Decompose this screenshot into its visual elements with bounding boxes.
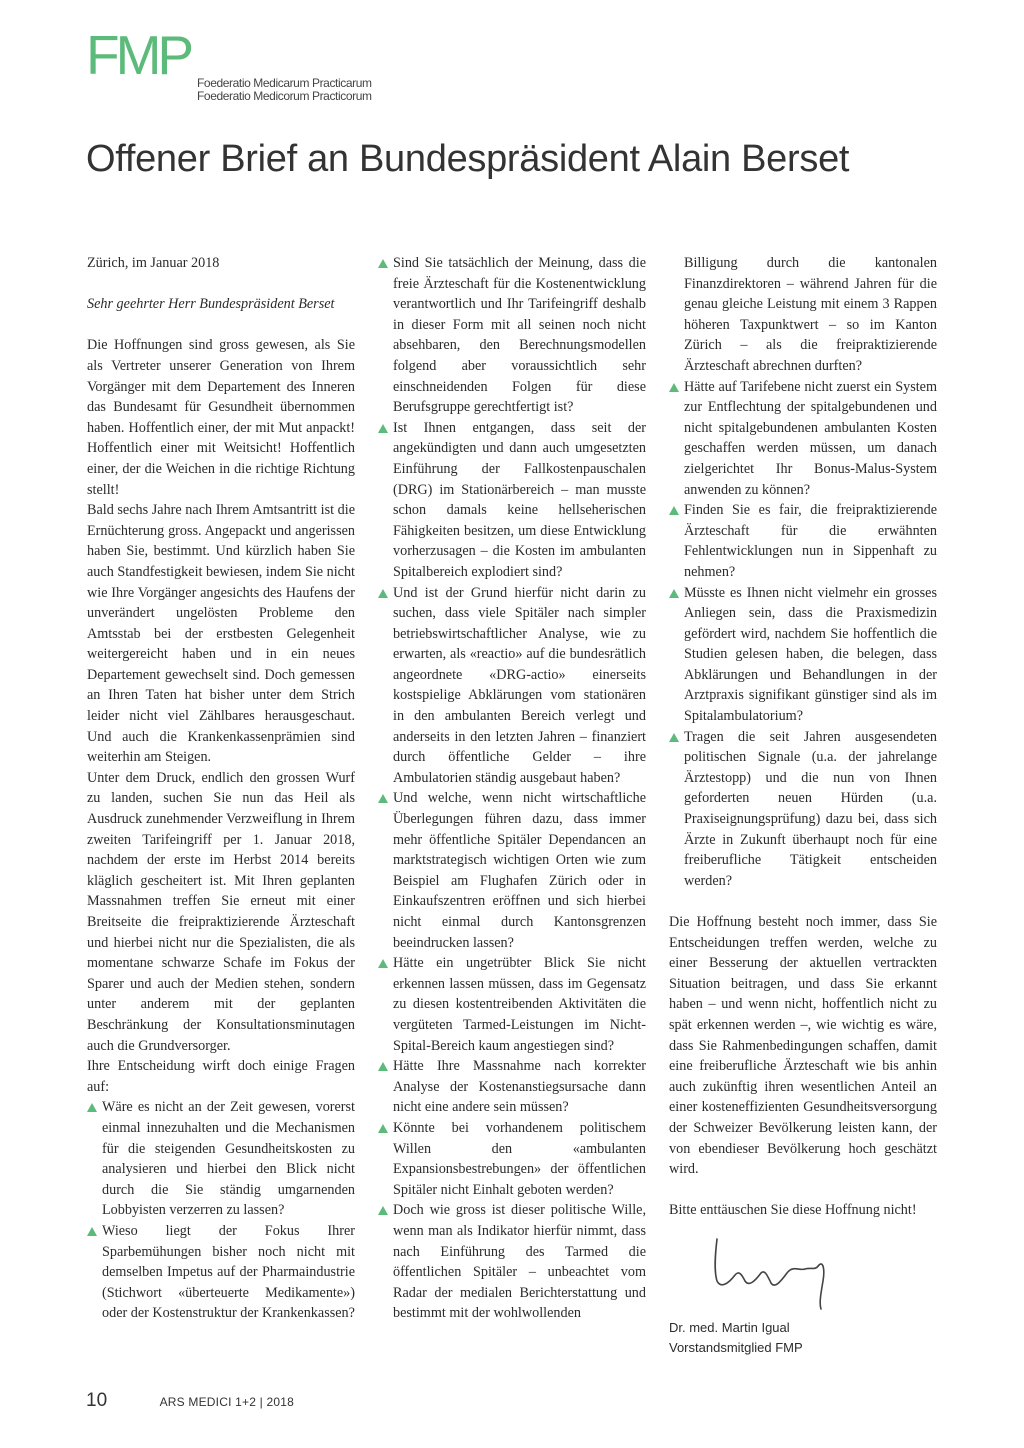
triangle-bullet-icon xyxy=(378,959,388,968)
question-text: Hätte Ihre Massnahme nach korrekter Analyse der Kostenanstiegsursache dann nicht eine andere sein müssen? xyxy=(393,1058,646,1116)
logo-wordmark: FMP xyxy=(86,24,191,86)
triangle-bullet-icon xyxy=(669,506,679,515)
triangle-bullet-icon xyxy=(378,1124,388,1133)
org-name-line-2: Foederatio Medicorum Practicorum xyxy=(197,89,372,103)
question-continuation xyxy=(669,253,937,377)
text-column-1 xyxy=(87,253,355,1324)
triangle-bullet-icon xyxy=(378,589,388,598)
question-item xyxy=(378,583,646,789)
question-text: Ist Ihnen entgangen, dass seit der angekündigten und dann auch umgesetzten Einführung der Fallkostenpauschalen (DRG) im Stationärbereich – man musste schon damals keine hellseherischen Fähigkeiten besitzen, um diese Entwicklung vorherzusagen – die Kosten im ambulanten Spitalbereich explodiert sind? xyxy=(393,419,646,580)
question-item xyxy=(378,418,646,583)
page-title: Offener Brief an Bundespräsident Alain Berset xyxy=(86,138,850,180)
question-item xyxy=(378,953,646,1056)
question-text: Sind Sie tatsächlich der Meinung, dass die freie Ärzteschaft für die Kostenentwicklung verantwortlich und Ihr Tarifeingriff deshalb in dieser Form mit all seinen noch nicht absehbaren, den Berechnungsmodellen folgend aber voraussichtlich sehr einschneidenden Folgen für diese Berufsgruppe gerechtfertigt ist? xyxy=(393,255,646,416)
closing-appeal: Bitte enttäuschen Sie diese Hoffnung nicht! xyxy=(669,1202,917,1219)
triangle-bullet-icon xyxy=(378,424,388,433)
paragraph: Ihre Entscheidung wirft doch einige Fragen auf: xyxy=(87,1058,355,1095)
triangle-bullet-icon xyxy=(669,733,679,742)
triangle-bullet-icon xyxy=(378,794,388,803)
text-column-2 xyxy=(378,253,646,1324)
question-item xyxy=(378,253,646,418)
triangle-bullet-icon xyxy=(378,1206,388,1215)
text-column-3 xyxy=(669,253,937,1358)
triangle-bullet-icon xyxy=(378,259,388,268)
closing-paragraph: Die Hoffnung besteht noch immer, dass Sie Entscheidungen treffen werden, welche zu einer Besserung der aktuellen vertrackten Situation beitragen, und dass Sie erkannt haben – und wenn nicht, hoffentlich nicht zu spät erkennen werden –, wie wichtig es wäre, dass Sie Rahmenbedingungen schaffen, damit eine freiberufliche Ärzteschaft wie bis anhin auch zukünftig ihren wesentlichen Anteil an einer kosteneffizienten Gesundheitsversorgung der Schweizer Bevölkerung leisten kann, der von ebendieser Bevölkerung hoch geschätzt wird. xyxy=(669,914,937,1178)
triangle-bullet-icon xyxy=(669,589,679,598)
question-text: Wäre es nicht an der Zeit gewesen, vorerst einmal innezuhalten und die Mechanismen für die steigenden Gesundheitskosten zu analysieren und hierbei den Blick nicht durch die Sie ständig umgarnenden Lobbyisten verzerren zu lassen? xyxy=(102,1099,355,1219)
question-text: Könnte bei vorhandenem politischem Willen den «ambulanten Expansionsbestrebungen» der öffentlichen Spitäler nicht Einhalt geboten werden? xyxy=(393,1119,646,1198)
question-text: Hätte auf Tarifebene nicht zuerst ein System zur Entflechtung der spitalgebundenen und nicht spitalgebundenen ambulanten Kosten geschaffen werden müssen, um danach zielgerichtet Ihr Bonus-Malus-System anwenden zu können? xyxy=(684,378,937,498)
triangle-bullet-icon xyxy=(378,1062,388,1071)
question-item xyxy=(669,727,937,892)
question-item xyxy=(669,583,937,727)
logo-subtitle xyxy=(197,77,417,103)
question-item xyxy=(87,1097,355,1221)
signer-block xyxy=(669,1318,937,1358)
question-text: Hätte ein ungetrübter Blick Sie nicht erkennen lassen müssen, dass im Gegensatz zu diesen kostentreibenden Aktivitäten die vergüteten Tarmed-Leistungen im Nicht-Spital-Bereich kaum angestiegen sind? xyxy=(393,955,646,1054)
question-item xyxy=(378,1118,646,1200)
page-number: 10 xyxy=(86,1390,108,1411)
org-name-line-1: Foederatio Medicarum Practicarum xyxy=(197,76,372,90)
paragraph: Unter dem Druck, endlich den grossen Wurf zu landen, suchen Sie nun das Heil als Ausdruck zunehmender Verzweiflung in Ihrem zweiten Tarifeingriff per 1. Januar 2018, nachdem der erste im Herbst 2014 bereits kläglich gescheitert ist. Mit Ihren geplanten Massnahmen treffen Sie erneut mit einer Breitseite die freipraktizierende Ärzteschaft und hierbei nicht nur die Spezialisten, die als momentane schwarze Schafe im Fokus der Sparer und auch der Medien stehen, sondern unter anderem mit der geplanten Beschränkung der Konsultationsminutagen auch die Grundversorger. xyxy=(87,769,355,1054)
question-text: Und welche, wenn nicht wirtschaftliche Überlegungen führen dazu, dass immer mehr öffentliche Spitäler Dependancen an marktstrategisch wichtigen Orten wie zum Beispiel am Flughafen Zürich oder in Einkaufszentren eröffnen und sich hierbei nicht einmal durch Kantonsgrenzen beeindrucken lassen? xyxy=(393,790,646,951)
salutation: Sehr geehrter Herr Bundespräsident Berset xyxy=(87,296,335,313)
question-text: Und ist der Grund hierfür nicht darin zu suchen, dass viele Spitäler nach simpler betriebswirtschaftlicher Analyse, wie zu erwarten, als «reactio» auf die bundesrätlich angeordnete «DRG-actio» einerseits kostspielige Abklärungen vom stationären in den ambulanten Bereich verlegt und anderseits in den letzten Jahren – finanziert durch öffentliche Gelder – ihre Ambulatorien ständig ausgebaut haben? xyxy=(393,584,646,786)
question-item xyxy=(87,1221,355,1324)
question-text: Billigung durch die kantonalen Finanzdirektoren – während Jahren für die genau gleiche Leistung mit einem 3 Rappen höheren Taxpunktwert – so im Kanton Zürich – als die freipraktizierende Ärzteschaft abrechnen durften? xyxy=(684,255,937,374)
fmp-logo xyxy=(86,24,372,103)
page-footer xyxy=(86,1390,294,1412)
question-item xyxy=(378,788,646,953)
paragraph: Bald sechs Jahre nach Ihrem Amtsantritt ist die Ernüchterung gross. Angepackt und angerissen haben Sie, bestimmt. Und kürzlich haben Sie auch Standfestigkeit bewiesen, indem Sie nicht wie Ihre Vorgänger angesichts des Haufens der unverändert ungelösten Probleme den Amtsstab bei der erstbesten Gelegenheit weitergereicht haben und in ein neues Departement gewechselt sind. Doch gemessen an Ihren Taten hat bisher unter dem Strich leider nicht viel Zählbares herausgeschaut. Und auch die Krankenkassenprämien sind weiterhin am Steigen. xyxy=(87,502,355,766)
place-date: Zürich, im Januar 2018 xyxy=(87,255,220,271)
paragraph: Die Hoffnungen sind gross gewesen, als Sie als Vertreter unserer Generation von Ihrem Vorgänger mit dem Departement des Inneren das Bundesamt für Gesundheit übernommen haben. Hoffentlich einer, der mit Mut anpackt! Hoffentlich einer mit Weitsicht! Hoffentlich einer, der die Weichen in die richtige Richtung stellt! xyxy=(87,337,355,498)
question-item xyxy=(378,1200,646,1324)
question-text: Finden Sie es fair, die freipraktizierende Ärzteschaft für die erwähnten Fehlentwicklungen nun in Sippenhaft zu nehmen? xyxy=(684,502,937,580)
handwritten-signature xyxy=(705,1231,845,1311)
journal-issue: ARS MEDICI 1+2 | 2018 xyxy=(159,1395,294,1409)
triangle-bullet-icon xyxy=(669,383,679,392)
signer-role: Vorstandsmitglied FMP xyxy=(669,1339,803,1355)
question-item xyxy=(669,500,937,582)
question-text: Doch wie gross ist dieser politische Wille, wenn man als Indikator hierfür nimmt, dass nach Einführung des Tarmed die öffentlichen Spitäler – unbeachtet vom Radar der medialen Berichterstattung und bestimmt mit der wohlwollenden xyxy=(393,1202,646,1322)
question-text: Wieso liegt der Fokus Ihrer Sparbemühungen bisher noch nicht mit demselben Impetus auf der Pharmaindustrie (Stichwort «überteuerte Medikamente») oder der Kostenstruktur der Krankenkassen? xyxy=(102,1222,355,1322)
signer-name: Dr. med. Martin Igual xyxy=(669,1319,790,1335)
question-item xyxy=(669,377,937,501)
question-item xyxy=(378,1056,646,1118)
triangle-bullet-icon xyxy=(87,1103,97,1112)
question-text: Müsste es Ihnen nicht vielmehr ein grosses Anliegen sein, dass die Praxismedizin gefördert wird, nachdem Sie hoffentlich die Studien gelesen haben, die belegen, dass Abklärungen und Behandlungen in der Arztpraxis signifikant günstiger sind als im Spitalambulatorium? xyxy=(684,584,937,725)
question-text: Tragen die seit Jahren ausgesendeten politischen Signale (u.a. der jahrelange Ärztestopp) und die nun von Ihnen geforderten neuen Hürden (u.a. Praxiseignungsprüfung) dazu bei, dass sich Ärzte in Zukunft überhaupt noch für eine freiberufliche Tätigkeit entscheiden werden? xyxy=(684,728,937,889)
signature-stroke xyxy=(715,1239,824,1309)
triangle-bullet-icon xyxy=(87,1227,97,1236)
